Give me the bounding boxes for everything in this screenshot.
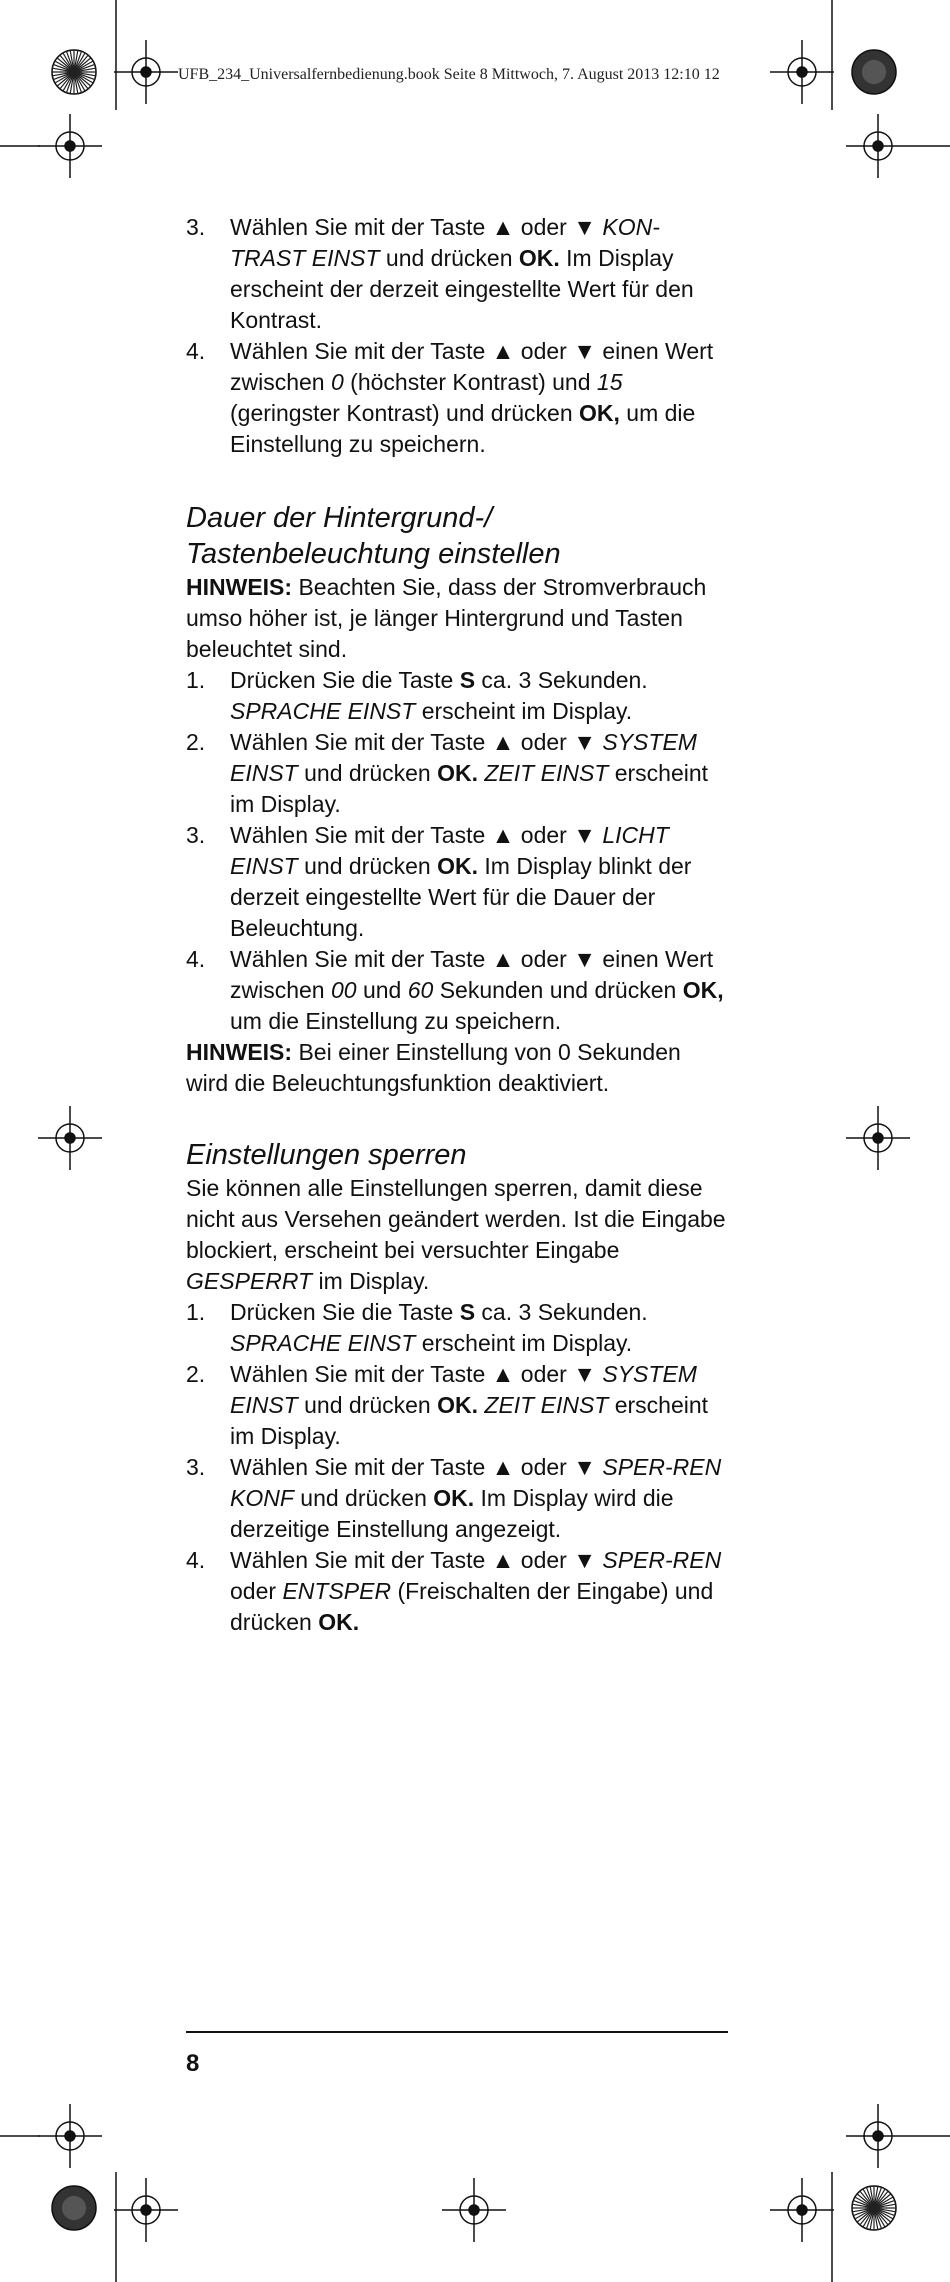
text-run: und drücken — [297, 853, 438, 879]
bold-text: OK, — [682, 977, 724, 1003]
italic-text: SYSTEM EINST — [230, 1361, 697, 1418]
bold-text: OK, — [579, 400, 620, 426]
bold-text: S — [459, 667, 476, 693]
bold-text: OK. — [437, 760, 478, 786]
step-number: 1. — [186, 1299, 206, 1325]
text-run: Wählen Sie mit der Taste ▲ oder ▼ — [230, 1361, 603, 1387]
text-run: Drücken Sie die Taste — [230, 1299, 460, 1325]
bold-text: OK. — [433, 1485, 475, 1511]
list-item — [186, 1452, 726, 1545]
bold-text: HINWEIS: — [186, 574, 293, 600]
print-slug: UFB_234_Universalfernbedienung.book Seite 8 Mittwoch, 7. August 2013 12:10 12 — [178, 66, 720, 83]
text-run: Wählen Sie mit der Taste ▲ oder ▼ — [230, 214, 603, 240]
italic-text: SPRACHE EINST — [230, 698, 416, 724]
step-number: 1. — [186, 667, 206, 693]
color-target-icon — [852, 50, 896, 94]
italic-text: GESPERRT — [186, 1268, 313, 1294]
text-run: (höchster Kontrast) und — [343, 369, 597, 395]
text-run: Im Display blinkt der derzeit eingestellte Wert für die Dauer der Beleuchtung. — [230, 853, 692, 941]
text-run: ca. 3 Sekunden. — [475, 1299, 648, 1325]
text-run: und drücken — [297, 1392, 438, 1418]
text-run: erscheint im Display. — [230, 1392, 709, 1449]
text-run: Sie können alle Einstellungen sperren, damit diese nicht aus Versehen geändert werden. Ist die Eingabe blockiert, erscheint bei versuchter Eingabe — [186, 1175, 726, 1263]
sperren-intro — [186, 1173, 726, 1297]
italic-text: 60 — [407, 977, 434, 1003]
step-number: 2. — [186, 729, 206, 755]
text-run: und — [356, 977, 408, 1003]
text-run: (geringster Kontrast) und drücken — [230, 400, 580, 426]
text-run: ca. 3 Sekunden. — [475, 667, 648, 693]
text-run: Wählen Sie mit der Taste ▲ oder ▼ — [230, 1547, 603, 1573]
bold-text: OK. — [518, 245, 560, 271]
italic-text: SPER-REN KONF — [230, 1454, 722, 1511]
italic-text: ZEIT EINST — [484, 1392, 609, 1418]
step-number: 4. — [186, 338, 206, 364]
text-run: Im Display wird die derzeitige Einstellung angezeigt. — [230, 1485, 674, 1542]
step-number: 3. — [186, 214, 206, 240]
text-run: erscheint im Display. — [415, 1330, 633, 1356]
bold-text: OK. — [437, 853, 478, 879]
text-run: Bei einer Einstellung von 0 Sekunden wird die Beleuchtungsfunktion deaktiviert. — [186, 1039, 681, 1096]
step-number: 4. — [186, 946, 206, 972]
bold-text: OK. — [437, 1392, 478, 1418]
text-run: Wählen Sie mit der Taste ▲ oder ▼ — [230, 729, 603, 755]
beleuchtung-steps — [186, 665, 726, 1037]
text-run: Wählen Sie mit der Taste ▲ oder ▼ einen Wert zwischen — [230, 946, 714, 1003]
bold-text: OK. — [318, 1609, 360, 1635]
list-item — [186, 944, 726, 1037]
text-run: Wählen Sie mit der Taste ▲ oder ▼ einen Wert zwischen — [230, 338, 714, 395]
step-number: 4. — [186, 1547, 206, 1573]
sperren-steps — [186, 1297, 726, 1638]
list-item — [186, 727, 726, 820]
italic-text: SPRACHE EINST — [230, 1330, 416, 1356]
italic-text: 0 — [330, 369, 344, 395]
step-number: 2. — [186, 1361, 206, 1387]
text-run: und drücken — [297, 760, 438, 786]
text-run: Im Display erscheint der derzeit eingestellte Wert für den Kontrast. — [230, 245, 694, 333]
step-number: 3. — [186, 822, 206, 848]
bold-text: HINWEIS: — [186, 1039, 293, 1065]
italic-text: SPER-REN — [602, 1547, 722, 1573]
list-item — [186, 820, 726, 944]
list-item — [186, 1297, 726, 1359]
list-item — [186, 336, 726, 460]
italic-text: ZEIT EINST — [484, 760, 609, 786]
text-run: erscheint im Display. — [415, 698, 633, 724]
color-target-icon — [852, 2186, 896, 2230]
text-run: Drücken Sie die Taste — [230, 667, 460, 693]
italic-text: LICHT EINST — [230, 822, 669, 879]
list-item — [186, 665, 726, 727]
text-run: und drücken — [379, 245, 519, 271]
italic-text: 15 — [596, 369, 623, 395]
footer-rule — [186, 2031, 728, 2033]
hinweis-deaktiviert — [186, 1037, 726, 1099]
text-run: und drücken — [293, 1485, 434, 1511]
color-target-icon — [52, 2186, 96, 2230]
bold-text: S — [459, 1299, 476, 1325]
text-run: Wählen Sie mit der Taste ▲ oder ▼ — [230, 1454, 603, 1480]
text-run: erscheint im Display. — [230, 760, 709, 817]
list-item — [186, 212, 726, 336]
color-target-icon — [52, 50, 96, 94]
text-run: um die Einstellung zu speichern. — [230, 1008, 562, 1034]
hinweis-stromverbrauch — [186, 572, 726, 665]
text-run: um die Einstellung zu speichern. — [230, 400, 696, 457]
text-run: Sekunden und drücken — [433, 977, 683, 1003]
italic-text: SYSTEM EINST — [230, 729, 697, 786]
kontrast-steps — [186, 212, 726, 460]
heading-sperren: Einstellungen sperren — [186, 1139, 467, 1171]
text-run: (Freischalten der Eingabe) und drücken — [230, 1578, 714, 1635]
step-number: 3. — [186, 1454, 206, 1480]
italic-text: 00 — [330, 977, 357, 1003]
page-number: 8 — [186, 2050, 200, 2077]
text-run: Wählen Sie mit der Taste ▲ oder ▼ — [230, 822, 603, 848]
text-run: oder — [230, 1578, 283, 1604]
text-run: Beachten Sie, dass der Stromverbrauch umso höher ist, je länger Hintergrund und Tasten beleuchtet sind. — [186, 574, 707, 662]
italic-text: KON-TRAST EINST — [230, 214, 660, 271]
list-item — [186, 1545, 726, 1638]
italic-text: ENTSPER — [282, 1578, 392, 1604]
heading-beleuchtung: Dauer der Hintergrund-/ Tastenbeleuchtung einstellen — [186, 502, 561, 570]
text-run: im Display. — [312, 1268, 430, 1294]
list-item — [186, 1359, 726, 1452]
page-body — [186, 212, 726, 1638]
